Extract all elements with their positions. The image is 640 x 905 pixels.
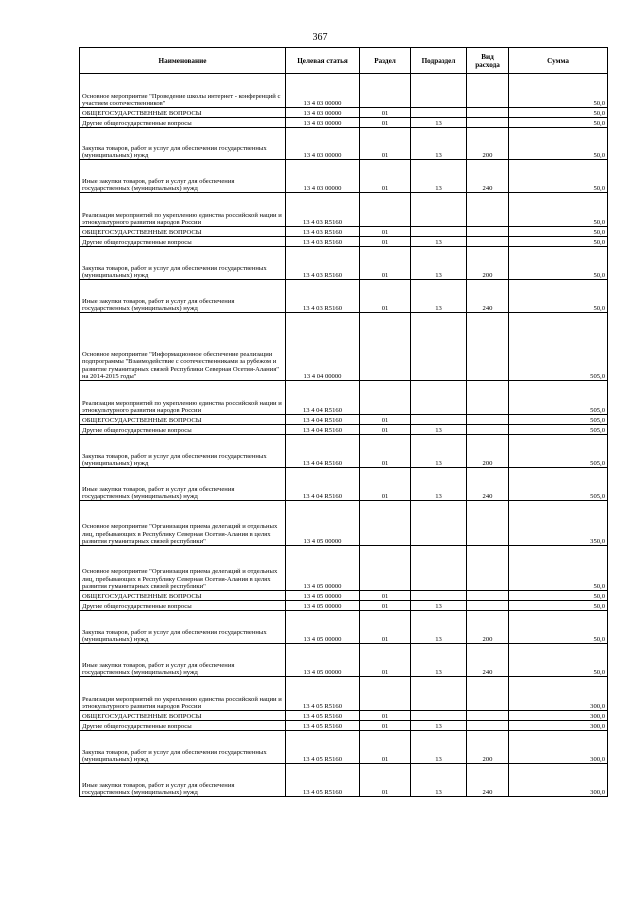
- row-expense-type-cell: 240: [467, 468, 509, 501]
- table-row: [80, 611, 608, 644]
- row-name-cell: Основное мероприятие "Информационное обеспечение реализации подпрограммы "Взаимодействие с соотечественниками за рубежом и развитие гуманитарных связей Республики Северная Осетия-Алания" на 2014-2015 годы": [80, 313, 286, 381]
- row-expense-type-cell: [467, 74, 509, 108]
- table-row: [80, 546, 608, 591]
- row-name-cell: Реализация мероприятий по укреплению единства российской нации и этнокультурного развития народов России: [80, 193, 286, 227]
- row-sum-cell: 505,0: [509, 381, 608, 415]
- row-target-article-cell: 13 4 04 R5160: [286, 425, 360, 435]
- row-name-cell: ОБЩЕГОСУДАРСТВЕННЫЕ ВОПРОСЫ: [80, 711, 286, 721]
- row-section-cell: 01: [360, 644, 411, 677]
- row-section-cell: 01: [360, 591, 411, 601]
- row-sum-cell: 505,0: [509, 313, 608, 381]
- row-subsection-cell: [411, 74, 467, 108]
- row-name-cell: ОБЩЕГОСУДАРСТВЕННЫЕ ВОПРОСЫ: [80, 591, 286, 601]
- row-expense-type-cell: [467, 237, 509, 247]
- table-row: [80, 128, 608, 160]
- row-subsection-cell: [411, 415, 467, 425]
- row-subsection-cell: [411, 711, 467, 721]
- row-subsection-cell: 13: [411, 721, 467, 731]
- table-row: [80, 425, 608, 435]
- row-section-cell: 01: [360, 764, 411, 797]
- row-target-article-cell: 13 4 03 00000: [286, 118, 360, 128]
- row-target-article-cell: 13 4 05 00000: [286, 611, 360, 644]
- row-sum-cell: 300,0: [509, 764, 608, 797]
- row-subsection-cell: 13: [411, 280, 467, 313]
- row-section-cell: [360, 74, 411, 108]
- row-target-article-cell: 13 4 04 R5160: [286, 435, 360, 468]
- row-section-cell: [360, 501, 411, 546]
- row-subsection-cell: 13: [411, 764, 467, 797]
- row-target-article-cell: 13 4 04 R5160: [286, 381, 360, 415]
- row-name-cell: Другие общегосударственные вопросы: [80, 601, 286, 611]
- row-target-article-cell: 13 4 05 R5160: [286, 677, 360, 711]
- row-sum-cell: 50,0: [509, 237, 608, 247]
- row-expense-type-cell: 240: [467, 160, 509, 193]
- header-target-article: Целевая статья: [286, 48, 360, 74]
- row-name-cell: Закупка товаров, работ и услуг для обеспечения государственных (муниципальных) нужд: [80, 611, 286, 644]
- row-sum-cell: 50,0: [509, 118, 608, 128]
- row-section-cell: 01: [360, 468, 411, 501]
- row-target-article-cell: 13 4 03 00000: [286, 74, 360, 108]
- row-sum-cell: 300,0: [509, 721, 608, 731]
- row-target-article-cell: 13 4 04 R5160: [286, 415, 360, 425]
- row-subsection-cell: 13: [411, 601, 467, 611]
- row-target-article-cell: 13 4 04 R5160: [286, 468, 360, 501]
- row-section-cell: 01: [360, 280, 411, 313]
- row-name-cell: Другие общегосударственные вопросы: [80, 425, 286, 435]
- row-section-cell: 01: [360, 247, 411, 280]
- table-row: [80, 313, 608, 381]
- row-target-article-cell: 13 4 03 R5160: [286, 227, 360, 237]
- row-name-cell: Другие общегосударственные вопросы: [80, 721, 286, 731]
- row-target-article-cell: 13 4 03 00000: [286, 108, 360, 118]
- row-subsection-cell: 13: [411, 435, 467, 468]
- row-sum-cell: 50,0: [509, 280, 608, 313]
- table-row: [80, 415, 608, 425]
- row-name-cell: Иные закупки товаров, работ и услуг для обеспечения государственных (муниципальных) нужд: [80, 764, 286, 797]
- row-name-cell: Реализация мероприятий по укреплению единства российской нации и этнокультурного развития народов России: [80, 381, 286, 415]
- table-row: [80, 237, 608, 247]
- table-row: [80, 108, 608, 118]
- row-sum-cell: 50,0: [509, 128, 608, 160]
- row-target-article-cell: 13 4 03 R5160: [286, 247, 360, 280]
- table-row: [80, 591, 608, 601]
- header-subsection: Подраздел: [411, 48, 467, 74]
- row-sum-cell: 50,0: [509, 644, 608, 677]
- row-expense-type-cell: 240: [467, 764, 509, 797]
- row-subsection-cell: 13: [411, 425, 467, 435]
- row-expense-type-cell: [467, 501, 509, 546]
- row-expense-type-cell: 240: [467, 280, 509, 313]
- row-subsection-cell: 13: [411, 247, 467, 280]
- table-row: [80, 721, 608, 731]
- row-sum-cell: 350,0: [509, 501, 608, 546]
- row-target-article-cell: 13 4 05 00000: [286, 501, 360, 546]
- row-target-article-cell: 13 4 05 R5160: [286, 721, 360, 731]
- row-section-cell: 01: [360, 118, 411, 128]
- table-row: [80, 764, 608, 797]
- row-target-article-cell: 13 4 05 R5160: [286, 731, 360, 764]
- row-target-article-cell: 13 4 05 00000: [286, 644, 360, 677]
- row-name-cell: Закупка товаров, работ и услуг для обеспечения государственных (муниципальных) нужд: [80, 247, 286, 280]
- row-name-cell: Другие общегосударственные вопросы: [80, 118, 286, 128]
- row-expense-type-cell: 200: [467, 128, 509, 160]
- row-section-cell: 01: [360, 611, 411, 644]
- row-name-cell: Иные закупки товаров, работ и услуг для обеспечения государственных (муниципальных) нужд: [80, 280, 286, 313]
- row-subsection-cell: [411, 381, 467, 415]
- row-target-article-cell: 13 4 03 00000: [286, 160, 360, 193]
- table-row: [80, 74, 608, 108]
- row-section-cell: 01: [360, 425, 411, 435]
- row-section-cell: 01: [360, 415, 411, 425]
- row-section-cell: [360, 381, 411, 415]
- table-row: [80, 160, 608, 193]
- budget-table: [79, 47, 608, 797]
- row-expense-type-cell: 200: [467, 731, 509, 764]
- row-subsection-cell: 13: [411, 644, 467, 677]
- row-expense-type-cell: [467, 415, 509, 425]
- row-sum-cell: 50,0: [509, 546, 608, 591]
- row-expense-type-cell: [467, 721, 509, 731]
- row-expense-type-cell: 240: [467, 644, 509, 677]
- table-row: [80, 501, 608, 546]
- row-subsection-cell: 13: [411, 237, 467, 247]
- row-name-cell: Иные закупки товаров, работ и услуг для обеспечения государственных (муниципальных) нужд: [80, 644, 286, 677]
- row-section-cell: 01: [360, 237, 411, 247]
- page-number: 367: [312, 32, 328, 43]
- row-expense-type-cell: 200: [467, 247, 509, 280]
- row-sum-cell: 300,0: [509, 711, 608, 721]
- row-name-cell: ОБЩЕГОСУДАРСТВЕННЫЕ ВОПРОСЫ: [80, 415, 286, 425]
- row-section-cell: 01: [360, 731, 411, 764]
- header-expense-type: Вид расхода: [467, 48, 509, 74]
- row-expense-type-cell: [467, 601, 509, 611]
- table-row: [80, 193, 608, 227]
- row-name-cell: Основное мероприятие "Организация приема делегаций и отдельных лиц, пребывающих в Республику Северная Осетия-Алания в целях развития гуманитарных связей республики": [80, 546, 286, 591]
- row-sum-cell: 505,0: [509, 435, 608, 468]
- row-expense-type-cell: [467, 381, 509, 415]
- row-target-article-cell: 13 4 05 R5160: [286, 764, 360, 797]
- row-target-article-cell: 13 4 03 R5160: [286, 237, 360, 247]
- row-section-cell: 01: [360, 435, 411, 468]
- table-body: [80, 74, 608, 797]
- row-subsection-cell: [411, 501, 467, 546]
- row-name-cell: Иные закупки товаров, работ и услуг для обеспечения государственных (муниципальных) нужд: [80, 468, 286, 501]
- row-target-article-cell: 13 4 05 00000: [286, 591, 360, 601]
- row-name-cell: Основное мероприятие "Организация приема делегаций и отдельных лиц, пребывающих в Республику Северная Осетия-Алания в целях развития гуманитарных связей республики": [80, 501, 286, 546]
- row-name-cell: ОБЩЕГОСУДАРСТВЕННЫЕ ВОПРОСЫ: [80, 108, 286, 118]
- row-sum-cell: 50,0: [509, 227, 608, 237]
- row-subsection-cell: [411, 227, 467, 237]
- row-subsection-cell: [411, 108, 467, 118]
- row-expense-type-cell: [467, 118, 509, 128]
- table-row: [80, 677, 608, 711]
- row-sum-cell: 50,0: [509, 611, 608, 644]
- row-sum-cell: 505,0: [509, 468, 608, 501]
- table-row: [80, 731, 608, 764]
- table-row: [80, 644, 608, 677]
- row-subsection-cell: 13: [411, 611, 467, 644]
- row-sum-cell: 505,0: [509, 415, 608, 425]
- row-sum-cell: 505,0: [509, 425, 608, 435]
- row-subsection-cell: [411, 677, 467, 711]
- row-subsection-cell: 13: [411, 118, 467, 128]
- table-row: [80, 118, 608, 128]
- row-name-cell: Закупка товаров, работ и услуг для обеспечения государственных (муниципальных) нужд: [80, 731, 286, 764]
- row-expense-type-cell: [467, 313, 509, 381]
- table-row: [80, 711, 608, 721]
- row-expense-type-cell: [467, 193, 509, 227]
- table-row: [80, 435, 608, 468]
- row-subsection-cell: 13: [411, 160, 467, 193]
- table-header-row: [80, 48, 608, 74]
- row-target-article-cell: 13 4 04 00000: [286, 313, 360, 381]
- row-section-cell: 01: [360, 601, 411, 611]
- row-section-cell: 01: [360, 711, 411, 721]
- row-name-cell: Закупка товаров, работ и услуг для обеспечения государственных (муниципальных) нужд: [80, 128, 286, 160]
- row-target-article-cell: 13 4 05 R5160: [286, 711, 360, 721]
- row-section-cell: [360, 313, 411, 381]
- row-sum-cell: 50,0: [509, 247, 608, 280]
- table-row: [80, 280, 608, 313]
- table-row: [80, 468, 608, 501]
- row-section-cell: 01: [360, 128, 411, 160]
- row-target-article-cell: 13 4 03 R5160: [286, 280, 360, 313]
- row-sum-cell: 50,0: [509, 193, 608, 227]
- row-section-cell: 01: [360, 108, 411, 118]
- row-name-cell: Основное мероприятие "Проведение школы интернет - конференций с участием соотечественников": [80, 74, 286, 108]
- row-subsection-cell: 13: [411, 128, 467, 160]
- row-section-cell: [360, 677, 411, 711]
- header-sum: Сумма: [509, 48, 608, 74]
- row-sum-cell: 50,0: [509, 601, 608, 611]
- header-name: Наименование: [80, 48, 286, 74]
- row-subsection-cell: [411, 591, 467, 601]
- header-section: Раздел: [360, 48, 411, 74]
- row-section-cell: [360, 193, 411, 227]
- row-section-cell: 01: [360, 160, 411, 193]
- table-row: [80, 247, 608, 280]
- row-sum-cell: 50,0: [509, 160, 608, 193]
- row-name-cell: Другие общегосударственные вопросы: [80, 237, 286, 247]
- row-section-cell: 01: [360, 721, 411, 731]
- row-expense-type-cell: [467, 677, 509, 711]
- row-name-cell: Закупка товаров, работ и услуг для обеспечения государственных (муниципальных) нужд: [80, 435, 286, 468]
- row-target-article-cell: 13 4 05 00000: [286, 601, 360, 611]
- row-section-cell: 01: [360, 227, 411, 237]
- row-expense-type-cell: [467, 546, 509, 591]
- row-subsection-cell: [411, 193, 467, 227]
- row-expense-type-cell: 200: [467, 435, 509, 468]
- row-name-cell: Реализация мероприятий по укреплению единства российской нации и этнокультурного развития народов России: [80, 677, 286, 711]
- row-sum-cell: 300,0: [509, 677, 608, 711]
- row-subsection-cell: 13: [411, 731, 467, 764]
- row-section-cell: [360, 546, 411, 591]
- row-expense-type-cell: [467, 425, 509, 435]
- row-sum-cell: 300,0: [509, 731, 608, 764]
- row-sum-cell: 50,0: [509, 591, 608, 601]
- table-row: [80, 227, 608, 237]
- row-target-article-cell: 13 4 05 00000: [286, 546, 360, 591]
- row-subsection-cell: [411, 546, 467, 591]
- row-target-article-cell: 13 4 03 00000: [286, 128, 360, 160]
- row-expense-type-cell: [467, 591, 509, 601]
- row-name-cell: Иные закупки товаров, работ и услуг для обеспечения государственных (муниципальных) нужд: [80, 160, 286, 193]
- row-expense-type-cell: [467, 711, 509, 721]
- row-sum-cell: 50,0: [509, 74, 608, 108]
- table-row: [80, 381, 608, 415]
- row-sum-cell: 50,0: [509, 108, 608, 118]
- table-row: [80, 601, 608, 611]
- row-subsection-cell: 13: [411, 468, 467, 501]
- row-expense-type-cell: [467, 227, 509, 237]
- row-name-cell: ОБЩЕГОСУДАРСТВЕННЫЕ ВОПРОСЫ: [80, 227, 286, 237]
- row-target-article-cell: 13 4 03 R5160: [286, 193, 360, 227]
- row-expense-type-cell: 200: [467, 611, 509, 644]
- row-subsection-cell: [411, 313, 467, 381]
- row-expense-type-cell: [467, 108, 509, 118]
